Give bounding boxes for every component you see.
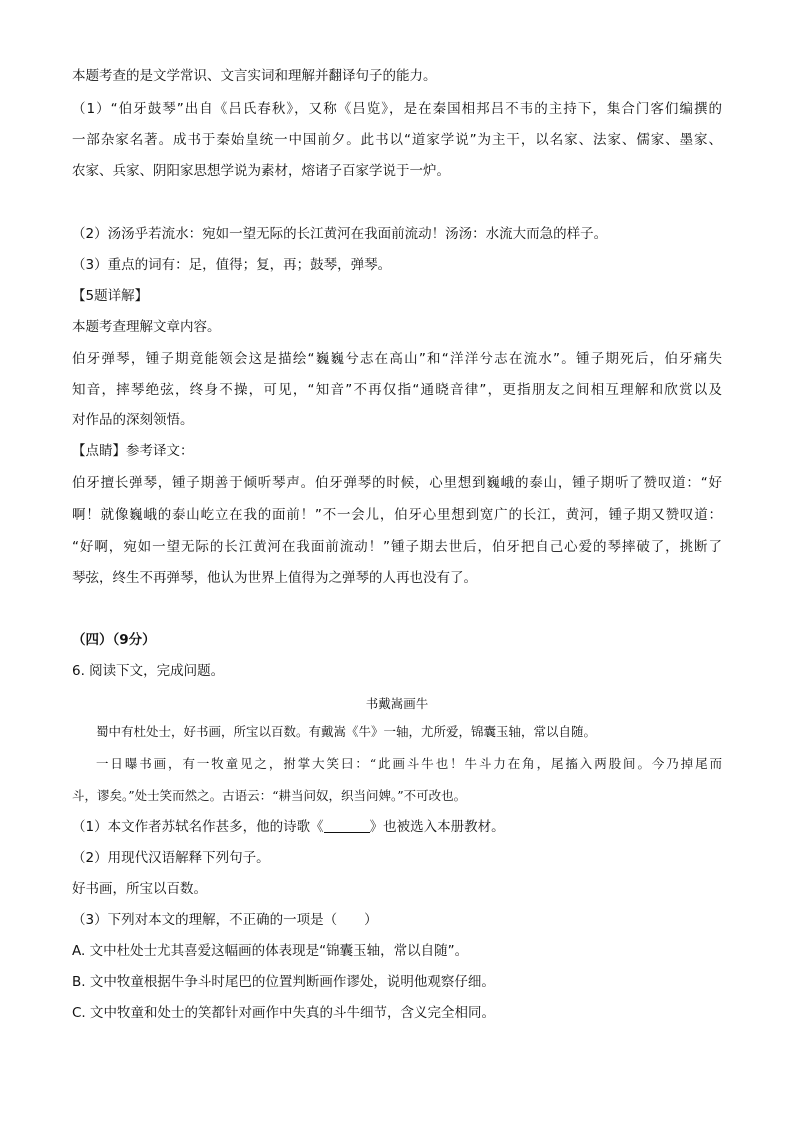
translation-line3: “好啊，宛如一望无际的长江黄河在我面前流动！”锺子期去世后，伯牙把自己心爱的琴摔破了，挑断了 xyxy=(72,539,722,555)
detail-line3: 对作品的深刻领悟。 xyxy=(72,412,194,428)
subquestion-1 xyxy=(72,817,505,837)
passage-line2: 一日曝书画，有一牧童见之，拊掌大笑曰：“此画斗牛也！牛斗力在角，尾搐入两股间。今乃掉尾而 xyxy=(96,756,722,771)
option-c[interactable]: C. 文中牧童和处士的笑都针对画作中失真的斗牛细节，含义完全相同。 xyxy=(72,1005,496,1021)
subquestion-3: （3）下列对本文的理解，不正确的一项是（ ） xyxy=(72,912,378,928)
subquestion-1-suffix: 》也被选入本册教材。 xyxy=(369,819,505,835)
detail-line2: 知音，摔琴绝弦，终身不操，可见，“知音”不再仅指“通晓音律”，更指朋友之间相互理解和欣赏以及 xyxy=(72,382,722,398)
answer-p1-line1: （1）“伯牙鼓琴”出自《吕氏春秋》，又称《吕览》，是在秦国相邦吕不韦的主持下，集合门客们编撰的 xyxy=(72,101,722,117)
answer-p1-line3: 农家、兵家、阴阳家思想学说为素材，熔诸子百家学说于一炉。 xyxy=(72,163,450,179)
detail-line1: 伯牙弹琴，锺子期竟能领会这是描绘“巍巍兮志在高山”和“洋洋兮志在流水”。锺子期死后，伯牙痛失 xyxy=(72,351,722,367)
detail-intro: 本题考查理解文章内容。 xyxy=(72,319,221,335)
answer-p2: （2）汤汤乎若流水：宛如一望无际的长江黄河在我面前流动！汤汤：水流大而急的样子。 xyxy=(72,226,608,242)
translation-line4: 琴弦，终生不再弹琴，他认为世界上值得为之弹琴的人再也没有了。 xyxy=(72,570,477,586)
answer-p1-line2: 一部杂家名著。成书于秦始皇统一中国前夕。此书以“道家学说”为主干，以名家、法家、儒家、墨家、 xyxy=(72,132,722,148)
translation-line2: 啊！就像巍峨的泰山屹立在我的面前！”不一会儿，伯牙心里想到宽广的长江，黄河，锺子期又赞叹道： xyxy=(72,507,722,523)
answer-blank[interactable] xyxy=(324,818,370,833)
answer-p3: （3）重点的词有：足，值得；复，再；鼓琴，弹琴。 xyxy=(72,257,392,273)
section-heading: （四）（9分） xyxy=(72,632,156,648)
option-a[interactable]: A. 文中杜处士尤其喜爱这幅画的体表现是“锦囊玉轴，常以自随”。 xyxy=(72,943,469,959)
translation-line1: 伯牙擅长弹琴，锺子期善于倾听琴声。伯牙弹琴的时候，心里想到巍峨的泰山，锺子期听了赞叹道：“好 xyxy=(72,475,722,491)
detail-heading: 【5题详解】 xyxy=(72,288,149,304)
option-b[interactable]: B. 文中牧童根据牛争斗时尾巴的位置判断画作谬处，说明他观察仔细。 xyxy=(72,974,495,990)
subquestion-1-prefix: （1）本文作者苏轼名作甚多，他的诗歌《 xyxy=(72,819,324,835)
subquestion-2-sentence: 好书画，所宝以百数。 xyxy=(72,881,207,897)
passage-title: 书戴嵩画牛 xyxy=(365,696,429,711)
answer-intro: 本题考查的是文学常识、文言实词和理解并翻译句子的能力。 xyxy=(72,68,437,84)
subquestion-2: （2）用现代汉语解释下列句子。 xyxy=(72,850,270,866)
note-heading: 【点睛】参考译文： xyxy=(72,443,194,459)
question-6: 6. 阅读下文，完成问题。 xyxy=(72,663,225,679)
passage-line1: 蜀中有杜处士，好书画，所宝以百数。有戴嵩《牛》一轴，尤所爱，锦囊玉轴，常以自随。 xyxy=(96,724,597,739)
passage-line3: 斗，谬矣。”处士笑而然之。古语云：“耕当问奴，织当问婢。”不可改也。 xyxy=(72,788,467,803)
